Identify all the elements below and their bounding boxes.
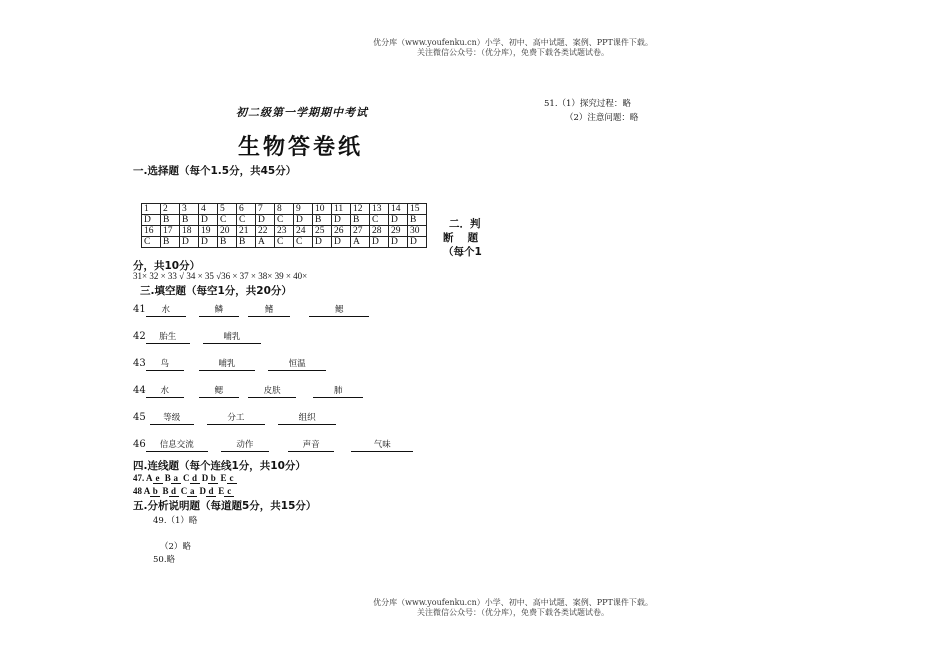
fill-answer: 哺乳 xyxy=(199,359,255,371)
q49-part2: （2）略 xyxy=(160,542,191,552)
answer-cell: C xyxy=(294,237,313,248)
footer-line-1: 优分库（www.youfenku.cn）小学、初中、高中试题、案例、PPT课件下载。 xyxy=(373,598,653,607)
fill-answer: 哺乳 xyxy=(203,332,261,344)
section-2-heading-d: 分，共10分） xyxy=(133,260,201,272)
item-number: 48 xyxy=(133,486,142,496)
match-answer: b xyxy=(208,473,218,484)
section-1-heading: 一.选择题（每个1.5分，共45分） xyxy=(133,165,297,177)
answer-cell: C xyxy=(142,237,161,248)
question-number-cell: 26 xyxy=(332,226,351,237)
question-number-cell: 28 xyxy=(370,226,389,237)
question-number-cell: 7 xyxy=(256,204,275,215)
fill-answer: 组织 xyxy=(278,413,336,425)
question-number-row xyxy=(142,204,427,215)
answer-cell: D xyxy=(313,237,332,248)
answer-cell: B xyxy=(313,215,332,226)
question-number-cell: 23 xyxy=(275,226,294,237)
question-number-cell: 5 xyxy=(218,204,237,215)
answer-cell: D xyxy=(332,215,351,226)
fill-answer: 水 xyxy=(146,305,186,317)
answer-cell: D xyxy=(199,237,218,248)
answer-cell: B xyxy=(237,237,256,248)
answer-cell: D xyxy=(389,237,408,248)
fill-answer: 肺 xyxy=(313,386,363,398)
page-header xyxy=(333,38,693,58)
match-left: D xyxy=(201,473,209,483)
q51-part1: 51.（1）探究过程：略 xyxy=(544,99,631,109)
fill-item-45 xyxy=(133,412,336,425)
question-number-cell: 8 xyxy=(275,204,294,215)
section-2-heading-a: 二．判 xyxy=(449,218,481,230)
answer-cell: C xyxy=(370,215,389,226)
match-left: E xyxy=(220,473,227,483)
section-4-heading: 四.连线题（每个连线1分，共10分） xyxy=(133,460,306,472)
q50-answer: 50.略 xyxy=(153,555,176,565)
fill-answer: 鳃 xyxy=(199,386,239,398)
answer-cell: C xyxy=(218,215,237,226)
fill-answer: 信息交流 xyxy=(146,440,208,452)
q51-part2: （2）注意问题：略 xyxy=(565,113,639,123)
match-answer: e xyxy=(153,473,163,484)
question-number-cell: 18 xyxy=(180,226,199,237)
match-left: B xyxy=(164,473,171,483)
fill-answer: 鳞 xyxy=(199,305,239,317)
answer-table xyxy=(141,203,427,248)
answer-cell: D xyxy=(294,215,313,226)
answer-cell: D xyxy=(332,237,351,248)
fill-item-43 xyxy=(133,358,326,371)
fill-answer: 等级 xyxy=(150,413,194,425)
answer-cell: D xyxy=(142,215,161,226)
question-number-cell: 17 xyxy=(161,226,180,237)
match-answer: b xyxy=(150,486,160,497)
question-number-cell: 4 xyxy=(199,204,218,215)
fill-item-42 xyxy=(133,331,261,344)
match-answer: d xyxy=(190,473,200,484)
fill-item-41 xyxy=(133,304,369,317)
question-number-cell: 14 xyxy=(389,204,408,215)
section-2-heading-b: 断 题 xyxy=(443,232,479,244)
answer-cell: B xyxy=(161,237,180,248)
item-number: 47. xyxy=(133,473,145,483)
match-answer: a xyxy=(187,486,197,497)
question-number-cell: 19 xyxy=(199,226,218,237)
fill-answer: 胎生 xyxy=(146,332,190,344)
item-number: 42 xyxy=(133,331,146,342)
answer-cell: D xyxy=(256,215,275,226)
exam-title: 生物答卷纸 xyxy=(238,135,364,160)
match-answer: c xyxy=(227,473,237,484)
matching-48 xyxy=(133,486,234,497)
question-number-cell: 24 xyxy=(294,226,313,237)
match-left: B xyxy=(162,486,169,496)
match-left: E xyxy=(218,486,225,496)
true-false-answers: 31× 32 × 33 √ 34 × 35 √36 × 37 × 38× 39 × 40× xyxy=(133,271,308,281)
fill-answer: 恒温 xyxy=(268,359,326,371)
answer-cell: D xyxy=(389,215,408,226)
match-left: A xyxy=(146,473,153,483)
match-left: C xyxy=(180,486,188,496)
fill-item-46 xyxy=(133,439,413,452)
section-5-heading: 五.分析说明题（每道题5分，共15分） xyxy=(133,500,317,512)
question-number-cell: 25 xyxy=(313,226,332,237)
section-2-heading-c: （每个1 xyxy=(443,246,482,258)
answer-cell: A xyxy=(256,237,275,248)
answer-row xyxy=(142,215,427,226)
question-number-cell: 1 xyxy=(142,204,161,215)
fill-answer: 动作 xyxy=(221,440,269,452)
footer-line-2: 关注微信公众号：（优分库），免费下载各类试题试卷。 xyxy=(417,608,609,617)
answer-cell: B xyxy=(218,237,237,248)
item-number: 44 xyxy=(133,385,146,396)
answer-cell: D xyxy=(370,237,389,248)
item-number: 46 xyxy=(133,439,146,450)
matching-47 xyxy=(133,473,237,484)
question-number-cell: 15 xyxy=(408,204,427,215)
fill-answer: 鳍 xyxy=(248,305,290,317)
match-answer: d xyxy=(169,486,179,497)
match-answer: c xyxy=(224,486,234,497)
question-number-cell: 13 xyxy=(370,204,389,215)
answer-cell: D xyxy=(408,237,427,248)
question-number-row xyxy=(142,226,427,237)
exam-subtitle: 初二级第一学期期中考试 xyxy=(236,106,368,119)
fill-answer: 声音 xyxy=(288,440,334,452)
answer-cell: B xyxy=(180,215,199,226)
question-number-cell: 21 xyxy=(237,226,256,237)
page-footer xyxy=(333,598,693,618)
header-line-2: 关注微信公众号：（优分库），免费下载各类试题试卷。 xyxy=(417,48,609,57)
answer-cell: C xyxy=(275,215,294,226)
question-number-cell: 29 xyxy=(389,226,408,237)
answer-cell: B xyxy=(351,215,370,226)
question-number-cell: 10 xyxy=(313,204,332,215)
answer-cell: C xyxy=(275,237,294,248)
answer-cell: D xyxy=(199,215,218,226)
answer-cell: D xyxy=(180,237,199,248)
fill-answer: 皮肤 xyxy=(248,386,296,398)
question-number-cell: 3 xyxy=(180,204,199,215)
item-number: 41 xyxy=(133,304,146,315)
question-number-cell: 9 xyxy=(294,204,313,215)
item-number: 45 xyxy=(133,412,146,423)
answer-cell: A xyxy=(351,237,370,248)
item-number: 43 xyxy=(133,358,146,369)
fill-item-44 xyxy=(133,385,363,398)
match-answer: a xyxy=(171,473,181,484)
match-left: A xyxy=(143,486,151,496)
match-left: C xyxy=(183,473,190,483)
question-number-cell: 12 xyxy=(351,204,370,215)
match-answer: d xyxy=(206,486,216,497)
question-number-cell: 27 xyxy=(351,226,370,237)
header-line-1: 优分库（www.youfenku.cn）小学、初中、高中试题、案例、PPT课件下载。 xyxy=(373,38,653,47)
question-number-cell: 2 xyxy=(161,204,180,215)
question-number-cell: 20 xyxy=(218,226,237,237)
section-3-heading: 三.填空题（每空1分，共20分） xyxy=(140,285,292,297)
question-number-cell: 16 xyxy=(142,226,161,237)
question-number-cell: 30 xyxy=(408,226,427,237)
answer-row xyxy=(142,237,427,248)
fill-answer: 鳃 xyxy=(309,305,369,317)
question-number-cell: 6 xyxy=(237,204,256,215)
question-number-cell: 22 xyxy=(256,226,275,237)
answer-cell: B xyxy=(408,215,427,226)
fill-answer: 鸟 xyxy=(146,359,184,371)
question-number-cell: 11 xyxy=(332,204,351,215)
fill-answer: 气味 xyxy=(351,440,413,452)
fill-answer: 水 xyxy=(146,386,184,398)
fill-answer: 分工 xyxy=(207,413,265,425)
match-left: D xyxy=(199,486,207,496)
answer-cell: B xyxy=(161,215,180,226)
answer-cell: C xyxy=(237,215,256,226)
q49-part1: 49.（1）略 xyxy=(153,516,198,526)
